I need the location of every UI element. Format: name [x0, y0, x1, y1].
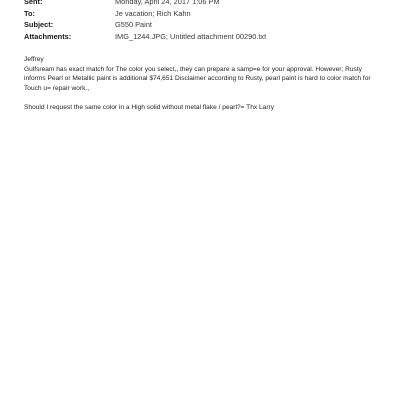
header-row-to — [24, 8, 384, 20]
header-row-sent — [24, 0, 384, 8]
email-body — [24, 55, 380, 113]
email-header — [24, 0, 384, 42]
sent-value: Monday, April 24, 2017 1:06 PM — [115, 0, 220, 6]
paragraph-spacer — [24, 93, 380, 103]
to-label: To: — [24, 8, 35, 18]
subject-label: Subject: — [24, 20, 54, 29]
header-row-attachments — [24, 31, 384, 43]
body-paragraph-2: Should I request the same color in a High solid without metal flake / pearl?= Thx Larry — [24, 103, 275, 111]
greeting: Jeffrey — [24, 56, 44, 63]
sent-label: Sent: — [24, 0, 43, 6]
subject-value: G550 Paint — [115, 20, 152, 29]
attachments-label: Attachments: — [24, 31, 72, 41]
to-value: Je vacation; Rich Kahn — [115, 8, 191, 18]
attachments-value: IMG_1244.JPG; Untitled attachment 00290.txt — [115, 31, 267, 41]
header-row-subject — [24, 19, 384, 31]
body-paragraph-1: Gulfsream has exact match for The color you select,, they can prepare a samp=e for your approval. However; Rusty informs Pearl or Metallic paint is additional $74,651 Disclaimer according to Rusty, pearl paint is hard to color match for Touch u= repair work., — [24, 65, 371, 92]
